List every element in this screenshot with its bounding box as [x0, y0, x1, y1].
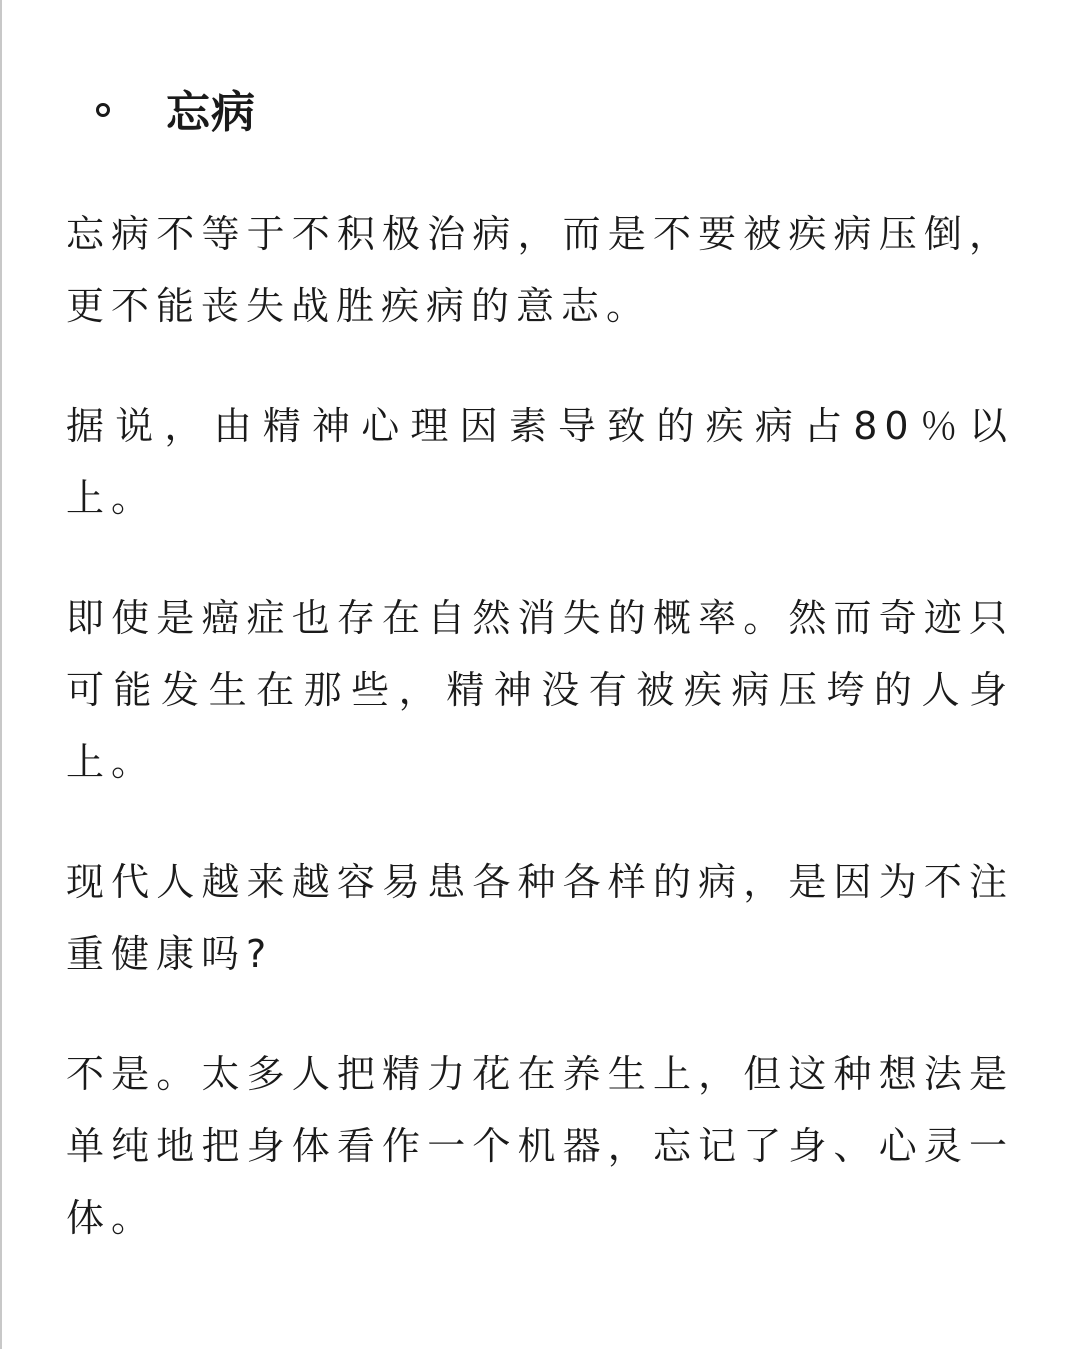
section-heading: [96, 78, 256, 138]
article-body: [66, 198, 1014, 1302]
paragraph-5: 不是。太多人把精力花在养生上，但这种想法是单纯地把身体看作一个机器，忘记了身、心灵一体。: [66, 1052, 1014, 1240]
section-title: 忘病: [166, 87, 256, 138]
paragraph-1: 忘病不等于不积极治病，而是不要被疾病压倒，更不能丧失战胜疾病的意志。: [66, 212, 1014, 328]
page-left-border: [0, 0, 2, 1349]
paragraph-2: 据说，由精神心理因素导致的疾病占80％以上。: [66, 404, 1014, 520]
paragraph-3: 即使是癌症也存在自然消失的概率。然而奇迹只可能发生在那些，精神没有被疾病压垮的人身上。: [66, 596, 1014, 784]
paragraph-4: 现代人越来越容易患各种各样的病，是因为不注重健康吗?: [66, 860, 1014, 976]
hollow-circle-bullet-icon: [96, 103, 110, 117]
